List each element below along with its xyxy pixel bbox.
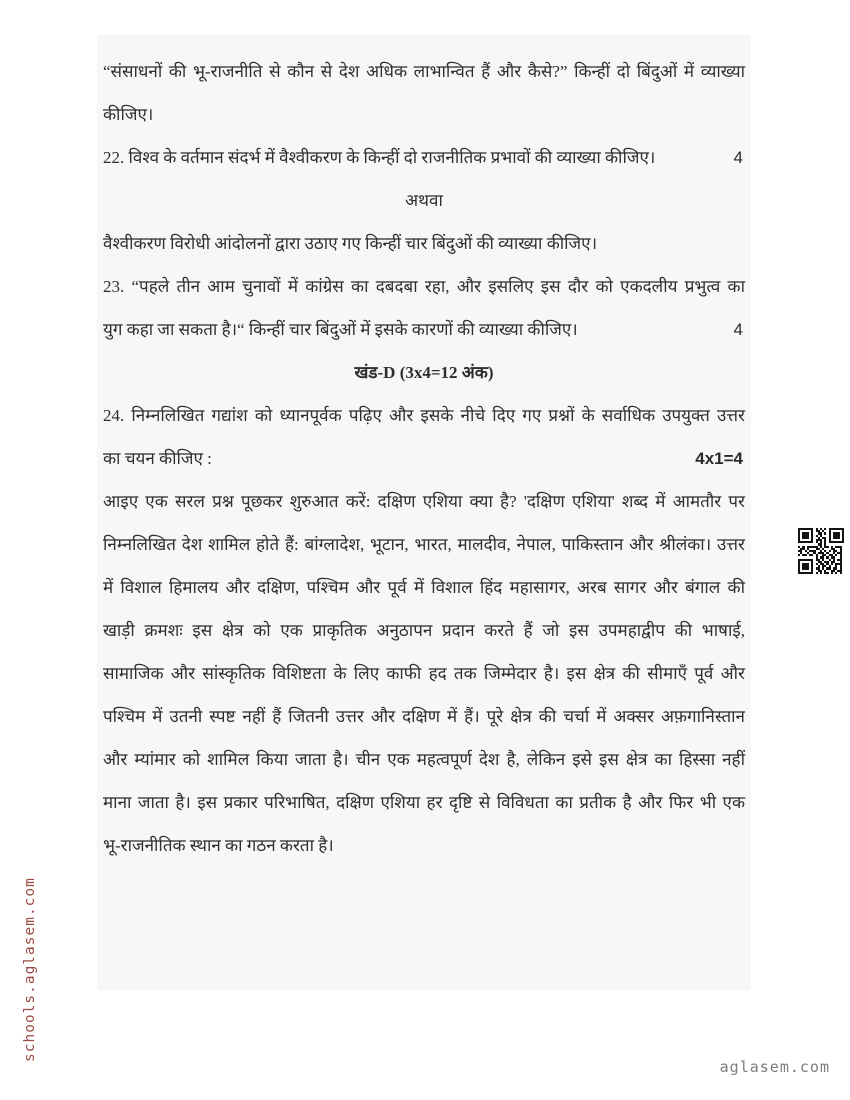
question-24-line-1: 24. निम्नलिखित गद्यांश को ध्यानपूर्वक पढ़िए और इसके नीचे दिए गए प्रश्नों के सर्वाधिक उपयुक्त उत्तर	[103, 406, 745, 425]
question-22-alternative: वैश्वीकरण विरोधी आंदोलनों द्वारा उठाए गए किन्हीं चार बिंदुओं की व्याख्या कीजिए।	[103, 234, 598, 253]
bottom-right-watermark-text: aglasem.com	[719, 1058, 830, 1076]
section-d-heading: खंड-D (3x4=12 अंक)	[354, 363, 494, 382]
question-22-marks: 4	[733, 148, 743, 167]
passage-line-4: खाड़ी क्रमशः इस क्षेत्र को एक प्राकृतिक अनुठापन प्रदान करते हैं जो इस उपमहाद्वीप की भाषाई,	[103, 621, 745, 640]
question-23-line-1: 23. “पहले तीन आम चुनावों में कांग्रेस का दबदबा रहा, और इसलिए इस दौर को एकदलीय प्रभुत्व का	[103, 277, 745, 296]
passage-line-2: निम्नलिखित देश शामिल होते हैं: बांग्लादेश, भूटान, भारत, मालदीव, नेपाल, पाकिस्तान और श्रीलंका। उत्तर	[103, 535, 745, 554]
question-23-marks: 4	[733, 320, 743, 339]
question-22-text: 22. विश्व के वर्तमान संदर्भ में वैश्वीकरण के किन्हीं दो राजनीतिक प्रभावों की व्याख्या कीजिए।	[103, 148, 656, 167]
passage-line-3: में विशाल हिमालय और दक्षिण, पश्चिम और पूर्व में विशाल हिंद महासागर, अरब सागर और बंगाल की	[103, 578, 745, 597]
question-23-text: युग कहा जा सकता है।“ किन्हीं चार बिंदुओं में इसके कारणों की व्याख्या कीजिए।	[103, 320, 578, 339]
question-22	[103, 136, 745, 179]
passage-line-1: आइए एक सरल प्रश्न पूछकर शुरुआत करें: दक्षिण एशिया क्या है? 'दक्षिण एशिया' शब्द में आमतौर पर	[103, 492, 745, 511]
question-paper-sheet	[97, 35, 751, 990]
question-23-line-2	[103, 308, 745, 351]
or-separator-label: अथवा	[405, 191, 443, 210]
question-21-continuation-line-2: कीजिए।	[103, 105, 154, 124]
passage-line-7: और म्यांमार को शामिल किया जाता है। चीन एक महत्वपूर्ण देश है, लेकिन इसे इस क्षेत्र का हिस्सा नहीं	[103, 750, 745, 769]
question-24-marks: 4x1=4	[695, 449, 743, 468]
question-24-line-2	[103, 437, 745, 480]
question-24-text: का चयन कीजिए :	[103, 449, 212, 468]
passage-line-6: पश्चिम में उतनी स्पष्ट नहीं हैं जितनी उत्तर और दक्षिण में हैं। पूरे क्षेत्र की चर्चा में अक्सर अफ़गानिस्तान	[103, 707, 745, 726]
passage-line-8: माना जाता है। इस प्रकार परिभाषित, दक्षिण एशिया हर दृष्टि से विविधता का प्रतीक है और फिर भी एक	[103, 793, 745, 812]
left-watermark-text: schools.aglasem.com	[22, 877, 38, 1062]
passage-line-9: भू-राजनीतिक स्थान का गठन करता है।	[103, 836, 334, 855]
question-21-continuation-line-1: “संसाधनों की भू-राजनीति से कौन से देश अधिक लाभान्वित हैं और कैसे?” किन्हीं दो बिंदुओं में व्याख्या	[103, 62, 745, 81]
passage-line-5: सामाजिक और सांस्कृतिक विशिष्टता के लिए काफी हद तक जिम्मेदार है। इस क्षेत्र की सीमाएँ पूर्व और	[103, 664, 745, 683]
qr-code	[798, 528, 844, 574]
